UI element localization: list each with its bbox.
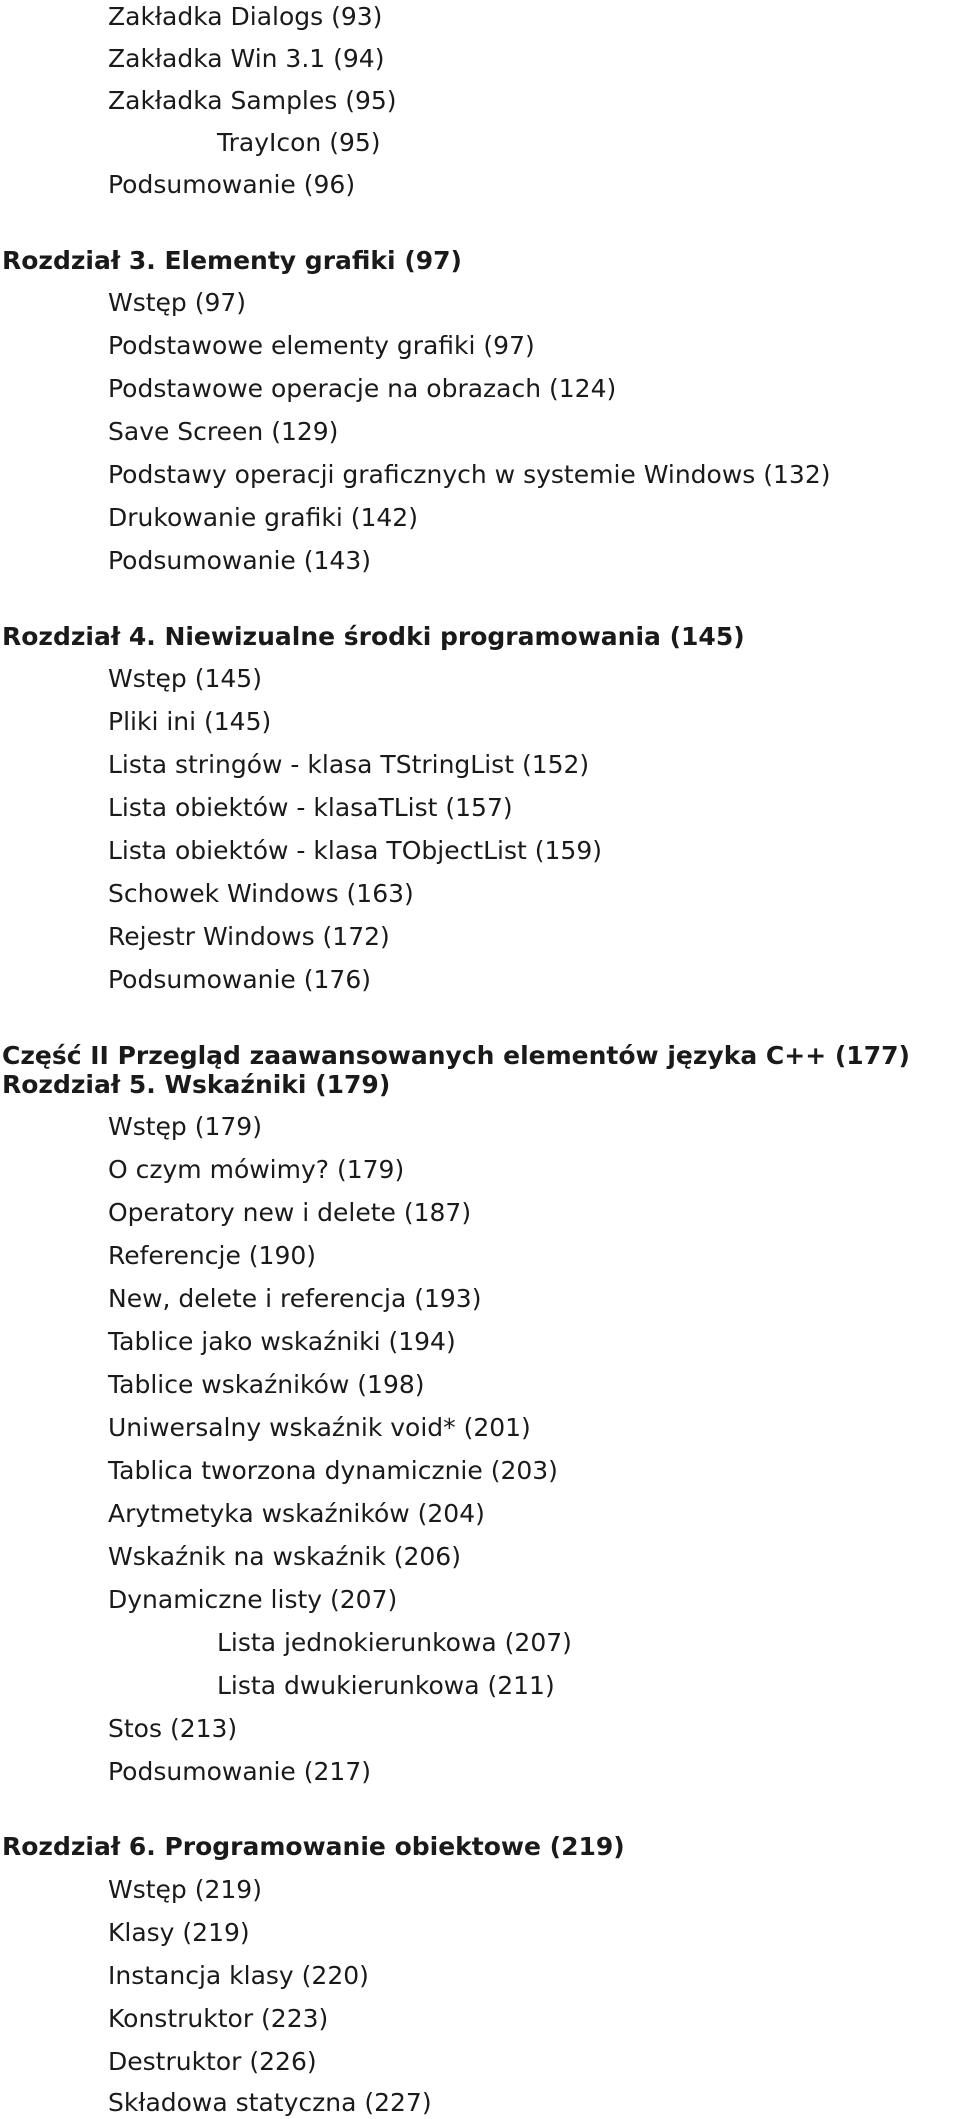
toc-entry: Tablice jako wskaźniki (194) [108, 1327, 456, 1356]
toc-subentry: Lista jednokierunkowa (207) [217, 1628, 572, 1657]
toc-entry: Lista obiektów - klasa TObjectList (159) [108, 836, 602, 865]
toc-entry: O czym mówimy? (179) [108, 1155, 405, 1184]
toc-entry: Rejestr Windows (172) [108, 922, 390, 951]
toc-entry: Podsumowanie (143) [108, 546, 371, 575]
toc-subentry: Lista dwukierunkowa (211) [217, 1671, 555, 1700]
toc-entry: Podstawowe operacje na obrazach (124) [108, 374, 617, 403]
toc-entry: Składowa statyczna (227) [108, 2088, 432, 2117]
toc-entry: Zakładka Win 3.1 (94) [108, 44, 385, 73]
toc-entry: Konstruktor (223) [108, 2004, 329, 2033]
toc-entry: Podsumowanie (176) [108, 965, 371, 994]
toc-subentry: TrayIcon (95) [217, 128, 381, 157]
toc-entry: Operatory new i delete (187) [108, 1198, 472, 1227]
toc-entry: Stos (213) [108, 1714, 238, 1743]
toc-entry: Destruktor (226) [108, 2047, 317, 2076]
toc-entry: Referencje (190) [108, 1241, 317, 1270]
toc-entry: Lista stringów - klasa TStringList (152) [108, 750, 590, 779]
toc-entry: Lista obiektów - klasaTList (157) [108, 793, 513, 822]
toc-entry: Tablice wskaźników (198) [108, 1370, 425, 1399]
chapter-heading: Rozdział 3. Elementy grafiki (97) [2, 246, 462, 275]
toc-entry: Podsumowanie (96) [108, 170, 356, 199]
toc-entry: Save Screen (129) [108, 417, 339, 446]
toc-entry: Dynamiczne listy (207) [108, 1585, 398, 1614]
toc-entry: Klasy (219) [108, 1918, 250, 1947]
toc-entry: Wstęp (145) [108, 664, 262, 693]
toc-entry: Pliki ini (145) [108, 707, 272, 736]
toc-entry: Podstawowe elementy grafiki (97) [108, 331, 535, 360]
toc-entry: Arytmetyka wskaźników (204) [108, 1499, 485, 1528]
toc-entry: Zakładka Samples (95) [108, 86, 397, 115]
toc-entry: Uniwersalny wskaźnik void* (201) [108, 1413, 531, 1442]
toc-entry: Wstęp (97) [108, 288, 247, 317]
toc-entry: Zakładka Dialogs (93) [108, 2, 383, 31]
toc-entry: Instancja klasy (220) [108, 1961, 369, 1990]
toc-entry: Wstęp (179) [108, 1112, 262, 1141]
toc-entry: Drukowanie grafiki (142) [108, 503, 418, 532]
toc-entry: Podstawy operacji graficznych w systemie Windows (132) [108, 460, 831, 489]
chapter-heading: Rozdział 4. Niewizualne środki programowania (145) [2, 622, 745, 651]
toc-entry: Podsumowanie (217) [108, 1757, 371, 1786]
toc-entry: Schowek Windows (163) [108, 879, 414, 908]
toc-entry: Wstęp (219) [108, 1875, 262, 1904]
toc-entry: Wskaźnik na wskaźnik (206) [108, 1542, 461, 1571]
part-heading: Część II Przegląd zaawansowanych elementów języka C++ (177) [2, 1041, 910, 1070]
chapter-heading: Rozdział 5. Wskaźniki (179) [2, 1070, 391, 1099]
toc-entry: New, delete i referencja (193) [108, 1284, 482, 1313]
chapter-heading: Rozdział 6. Programowanie obiektowe (219) [2, 1832, 625, 1861]
toc-entry: Tablica tworzona dynamicznie (203) [108, 1456, 558, 1485]
